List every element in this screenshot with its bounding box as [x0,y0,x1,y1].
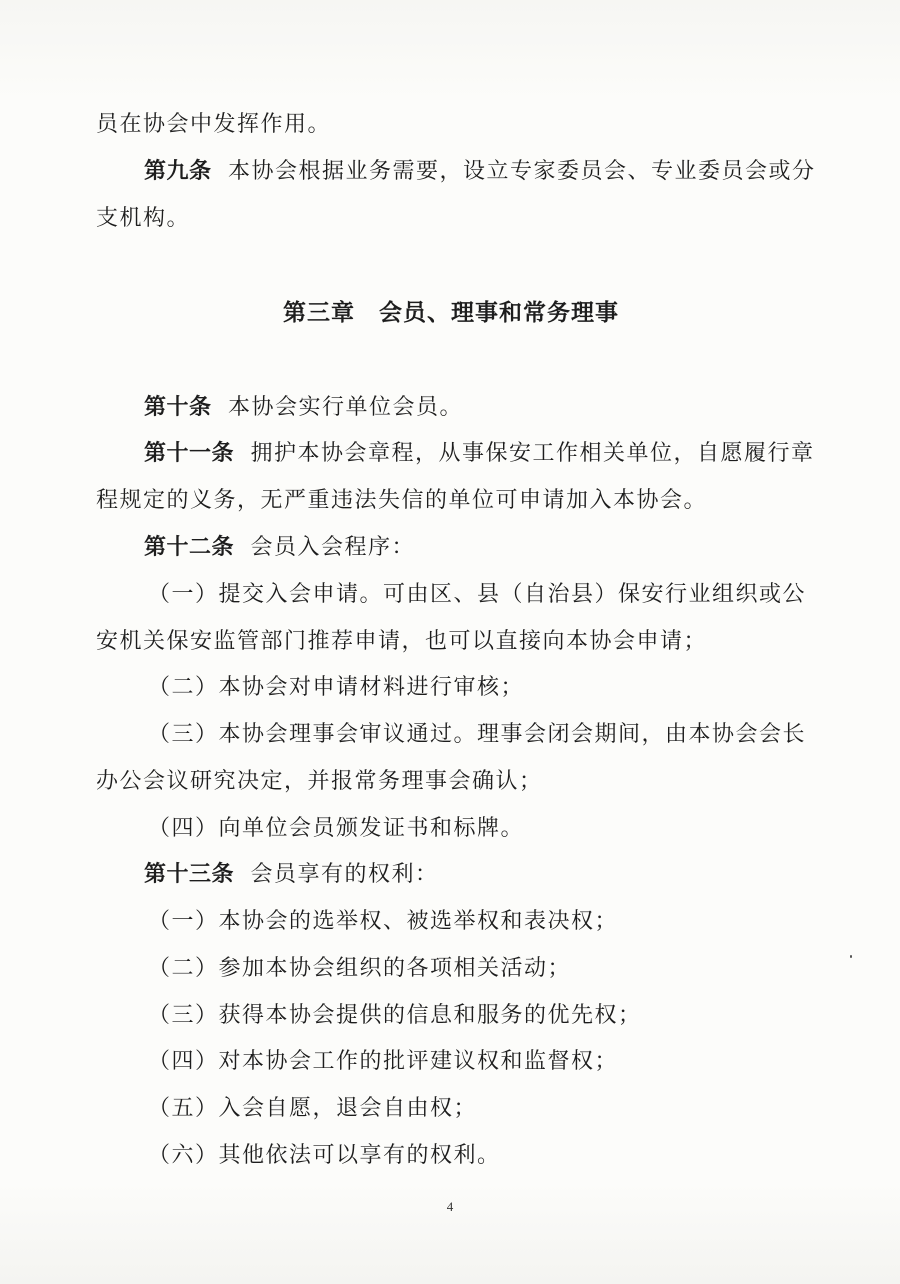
list-item [148,673,524,703]
article-label: 第十一条 [144,441,235,466]
line-text: （二）参加本协会组织的各项相关活动； [148,956,572,981]
line-text: 拥护本协会章程，从事保安工作相关单位，自愿履行章 [250,441,815,466]
scan-speck [850,955,852,958]
line-text: 办公会议研究决定，并报常务理事会确认； [96,769,543,794]
list-item [148,907,618,937]
article-label: 第十条 [144,395,212,420]
line-text: 会员享有的权利： [250,862,439,887]
line-text: 本协会根据业务需要，设立专家委员会、专业委员会或分 [228,159,816,184]
article-11 [144,439,815,469]
line-text: 员在协会中发挥作用。 [96,112,332,137]
article-label: 第十三条 [144,862,235,887]
line-text: （二）本协会对申请材料进行审核； [148,675,525,700]
article-12 [144,533,415,563]
list-item [148,954,571,984]
line-text: （四）对本协会工作的批评建议权和监督权； [148,1049,619,1074]
text-line [96,486,707,516]
text-line [96,767,543,797]
line-text: 会员入会程序： [250,535,416,560]
list-item [148,1001,642,1031]
article-10 [144,393,463,423]
page-number: 4 [446,1199,454,1214]
text-line [96,110,331,140]
line-text: 程规定的义务，无严重违法失信的单位可申请加入本协会。 [96,488,708,513]
line-text: （六）其他依法可以享有的权利。 [148,1143,501,1168]
list-item [148,1094,477,1124]
line-text: （五）入会自愿，退会自由权； [148,1096,478,1121]
line-text: 本协会实行单位会员。 [228,395,464,420]
article-13 [144,860,439,890]
line-text: （一）本协会的选举权、被选举权和表决权； [148,909,619,934]
list-item [148,1141,501,1171]
article-label: 第九条 [144,159,212,184]
list-item [148,1047,618,1077]
article-9 [144,157,816,187]
line-text: （三）本协会理事会审议通过。理事会闭会期间，由本协会会长 [148,722,807,747]
line-text: （三）获得本协会提供的信息和服务的优先权； [148,1003,642,1028]
line-text: （四）向单位会员颁发证书和标牌。 [148,816,525,841]
list-item [148,580,806,610]
text-line [96,204,190,234]
line-text: 支机构。 [96,206,191,231]
text-line [96,627,707,657]
list-item [148,720,806,750]
list-item [148,814,524,844]
line-text: 安机关保安监管部门推荐申请，也可以直接向本协会申请； [96,629,708,654]
line-text: （一）提交入会申请。可由区、县（自治县）保安行业组织或公 [148,582,807,607]
article-label: 第十二条 [144,535,235,560]
chapter-heading: 第三章 会员、理事和常务理事 [283,300,619,326]
